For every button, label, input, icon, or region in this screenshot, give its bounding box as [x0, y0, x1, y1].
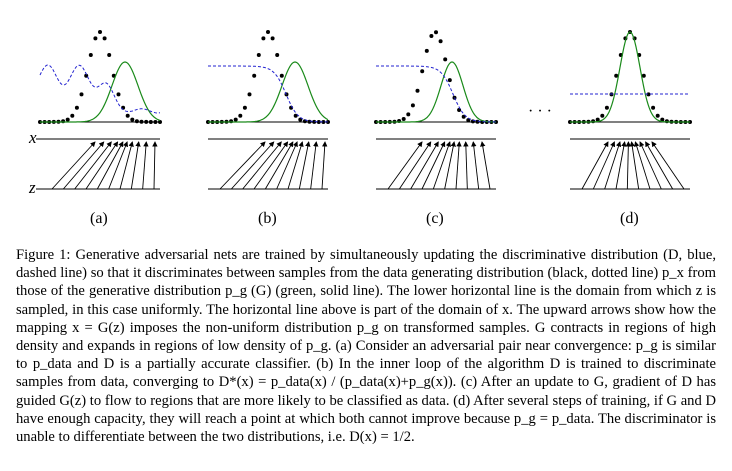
panel-a-data-dot [153, 120, 157, 124]
panel-c-generator-curve [376, 62, 496, 122]
panel-b-discriminator-curve [208, 66, 328, 122]
panel-a-data-dot [98, 30, 102, 34]
panel-a-mapping-arrow [109, 142, 127, 189]
panel-b-mapping-arrow [277, 142, 297, 189]
panel-b-mapping-arrow [299, 142, 308, 189]
panel-a-discriminator-curve [40, 65, 160, 113]
panel-d-data-dot [591, 119, 595, 123]
panel-c-mapping-arrow [456, 142, 459, 189]
panel-a-data-dot [117, 92, 121, 96]
panel-a-data-dot [107, 53, 111, 57]
panel-a-data-dot [149, 120, 153, 124]
panel-b-data-dot [234, 118, 238, 122]
panel-b-data-dot [248, 92, 252, 96]
panel-d-mapping-arrow [652, 142, 684, 189]
panel-d-data-dot [651, 106, 655, 110]
panel-c-data-dot [443, 57, 447, 61]
panel-a-mapping-arrow [86, 142, 118, 189]
panel-a-mapping-arrow [131, 142, 138, 189]
panel-b-mapping-arrow [322, 142, 325, 189]
panel-label-d: (d) [620, 210, 639, 227]
ellipsis: · · · [528, 103, 552, 120]
panel-a-data-dot [130, 118, 134, 122]
panel-d-data-dot [605, 106, 609, 110]
z-axis-label: z [29, 178, 36, 197]
panel-c-data-dot [411, 103, 415, 107]
panel-a-data-dot [75, 106, 79, 110]
panel-label-c: (c) [426, 210, 444, 227]
panel-c-data-dot [420, 69, 424, 73]
panel-c-discriminator-curve [376, 66, 496, 122]
panel-b-data-dot [266, 30, 270, 34]
panel-d-generator-curve [570, 32, 690, 122]
panel-b-data-dot [243, 106, 247, 110]
panel-label-b: (b) [258, 210, 277, 227]
panel-a-data-dot [70, 114, 74, 118]
panel-a-data-dot [126, 114, 130, 118]
panel-c-data-dot [402, 117, 406, 121]
figure-panels [36, 30, 692, 189]
panel-a-data-dot [93, 36, 97, 40]
panel-c-data-dot [476, 120, 480, 124]
panel-b-data-dot [252, 74, 256, 78]
panel-b-data-dot [238, 114, 242, 118]
panel-a-mapping-arrow [52, 142, 95, 189]
panel-c-data-dot [425, 49, 429, 53]
panel-b-mapping-arrow [220, 142, 265, 189]
panel-a-mapping-arrow [143, 142, 147, 189]
panel-c-data-dot [434, 30, 438, 34]
panel-d-mapping-arrow [627, 142, 628, 189]
panel-b-data-dot [257, 53, 261, 57]
panel-a-data-dot [158, 120, 162, 124]
caption-figure-label: Figure 1: [16, 247, 71, 263]
x-axis-label: x [29, 128, 37, 147]
panel-b-mapping-arrow [254, 142, 288, 189]
panel-a-mapping-arrow [75, 142, 112, 189]
panel-b-data-dot [308, 120, 312, 124]
figure-caption [16, 246, 716, 446]
panel-a-mapping-arrow [97, 142, 123, 189]
panel-a-data-dot [66, 118, 70, 122]
panel-a-mapping-arrow [154, 142, 155, 189]
panel-b-data-dot [280, 74, 284, 78]
panel-a-data-dot [135, 119, 139, 123]
panel-d-mapping-arrow [646, 142, 673, 189]
panel-c-mapping-arrow [482, 142, 490, 189]
panel-c-data-dot [439, 39, 443, 43]
panel-a-data-dot [144, 120, 148, 124]
panel-b-generator-curve [208, 62, 328, 122]
panel-c-data-dot [448, 78, 452, 82]
panel-a-mapping-arrow [120, 142, 132, 189]
panel-b-mapping-arrow [311, 142, 317, 189]
panel-a-data-dot [80, 92, 84, 96]
panel-b-data-dot [261, 36, 265, 40]
panel-a-mapping-arrow [63, 142, 103, 189]
panel-d-data-dot [665, 119, 669, 123]
panel-a-data-dot [89, 53, 93, 57]
panel-c-mapping-arrow [445, 142, 454, 189]
panel-b-mapping-arrow [231, 142, 273, 189]
panel-d-data-dot [600, 114, 604, 118]
panel-d-data-dot [656, 114, 660, 118]
panel-b-mapping-arrow [265, 142, 293, 189]
panel-c-data-dot [406, 112, 410, 116]
panel-c-data-dot [429, 34, 433, 38]
panel-b-data-dot [271, 36, 275, 40]
panel-label-a: (a) [90, 210, 108, 227]
panel-a-data-dot [103, 36, 107, 40]
panel-c-mapping-arrow [466, 142, 468, 189]
panel-b-mapping-arrow [288, 142, 302, 189]
panel-d-mapping-arrow [640, 142, 661, 189]
caption-text: Generative adversarial nets are trained by simultaneously updating the discriminative distribution (D, blue, dashed line) so that it discriminates between samples from the data generating distribution (black, dotted line) p_x from those of the generative distribution p_g (G) (green, solid line). The lower horizontal line is the domain from which z is sampled, in this case uniformly. The horizontal line above is part of the domain of x. The upward arrows show how the mapping x = G(z) imposes the non-uniform distribution p_g on transformed samples. G contracts in regions of high density and expands in regions of low density of p_g. (a) Consider an adversarial pair near convergence: p_g is similar to p_data and D is a partially accurate classifier. (b) In the inner loop of the algorithm D is trained to discriminate samples from data, converging to D*(x) = p_data(x) / (p_data(x)+p_g(x)). (c) After an update to G, gradient of D has guided G(z) to flow to regions that are more likely to be classified as data. (d) After several steps of training, if G and D have enough capacity, they will reach a point at which both cannot improve because p_g = p_data. The discriminator is unable to differentiate between the two distributions, i.e. D(x) = 1/2. [16, 247, 716, 446]
panel-c-mapping-arrow [473, 142, 478, 189]
panel-a-generator-curve [40, 62, 160, 122]
panel-c-mapping-arrow [388, 142, 422, 189]
panel-a-data-dot [140, 120, 144, 124]
panel-c-data-dot [416, 89, 420, 93]
panel-b-data-dot [275, 53, 279, 57]
panel-b-mapping-arrow [243, 142, 282, 189]
